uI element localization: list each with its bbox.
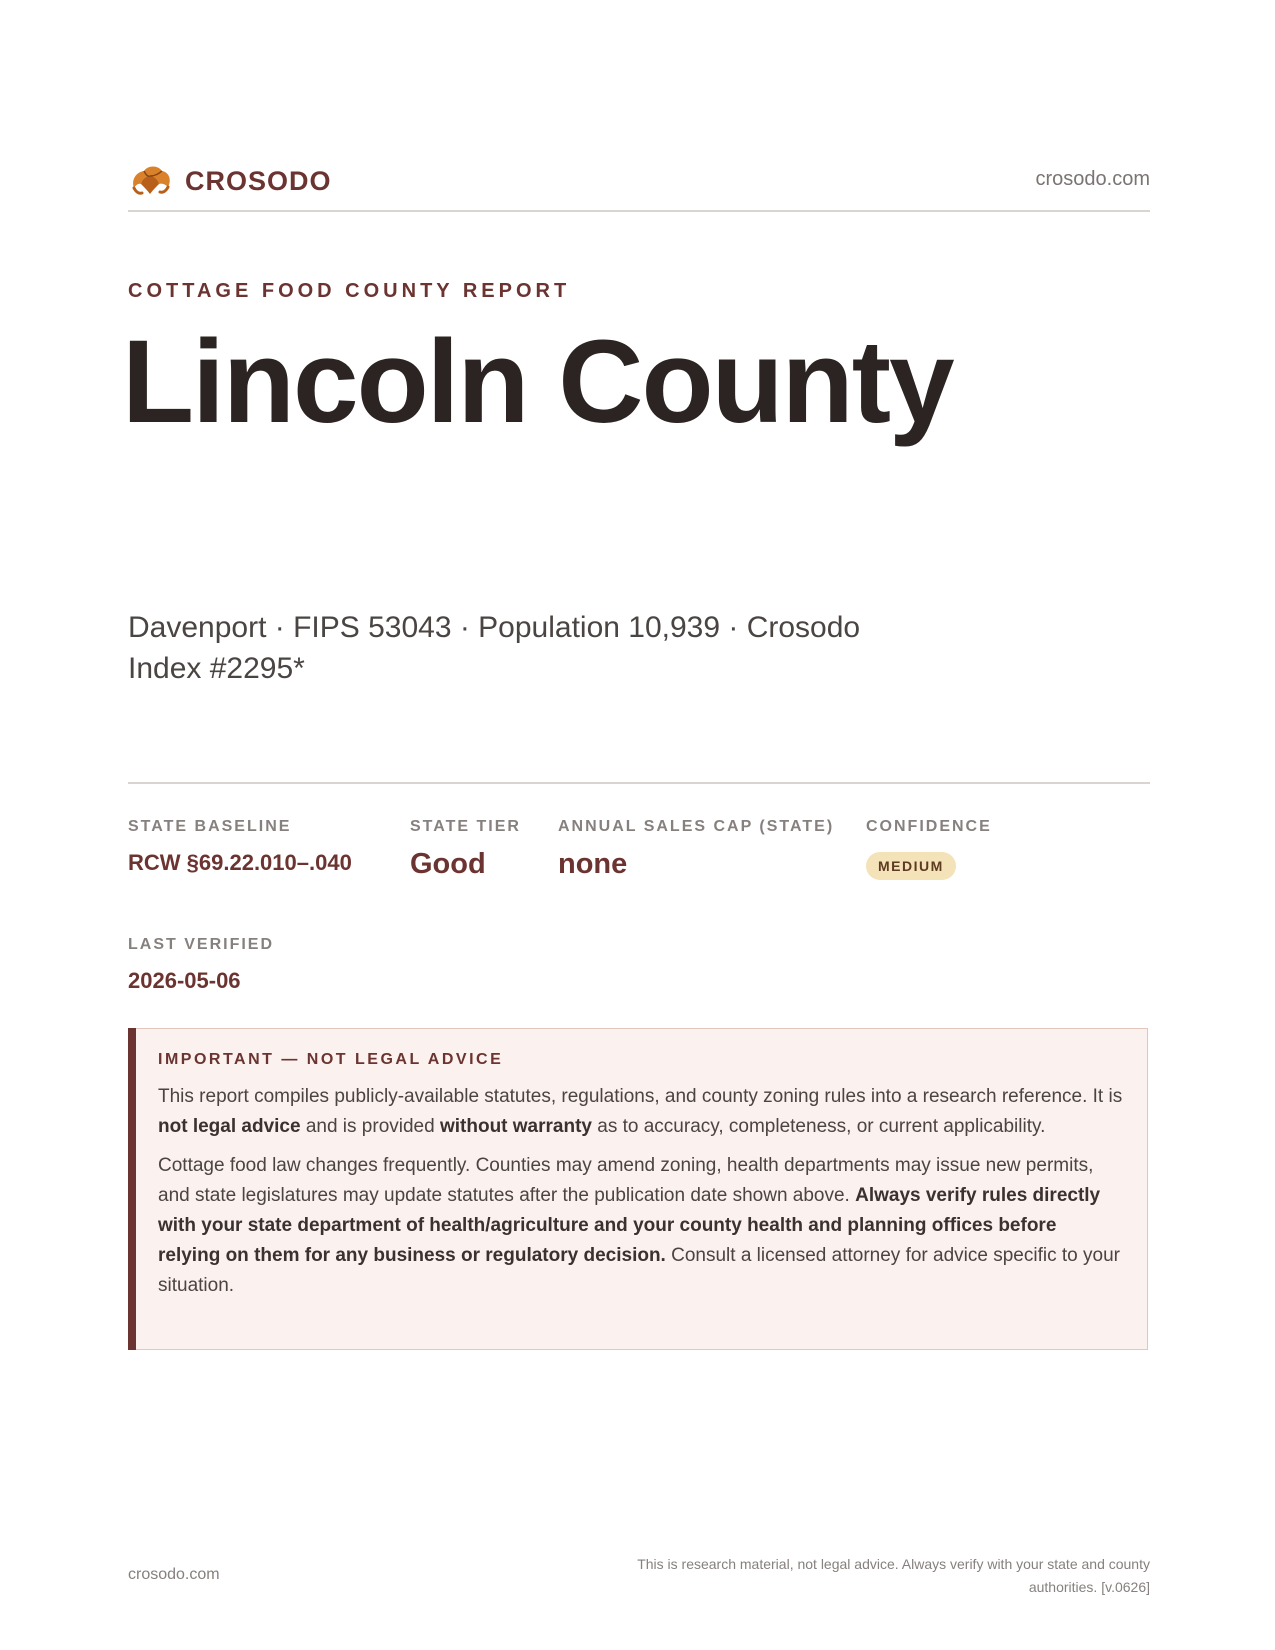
- footer-site-link[interactable]: crosodo.com: [128, 1566, 220, 1583]
- confidence-badge: MEDIUM: [866, 852, 956, 880]
- footer-disclaimer: This is research material, not legal advice. Always verify with your state and county authorities. [v.0626]: [637, 1556, 1150, 1595]
- stat-label: STATE TIER: [410, 818, 521, 835]
- header-divider: [128, 210, 1150, 212]
- brand-name: CROSODO: [185, 166, 332, 196]
- stat-label: ANNUAL SALES CAP (STATE): [558, 818, 835, 835]
- report-kicker: COTTAGE FOOD COUNTY REPORT: [128, 280, 571, 302]
- stat-value: RCW §69.22.010–.040: [128, 850, 352, 875]
- stat-label: LAST VERIFIED: [128, 936, 275, 953]
- page-header: [128, 158, 1150, 210]
- stat-label: STATE BASELINE: [128, 818, 292, 835]
- notice-paragraph-2: Cottage food law changes frequently. Counties may amend zoning, health departments may issue new permits, and state legislatures may update statutes after the publication date shown above. Always verify rules directly with your state department of health/agriculture and your county health and planning offices before relying on them for any business or regulatory decision. Consult a licensed attorney for advice specific to your situation.: [158, 1155, 1120, 1296]
- report-page: [122, 0, 1150, 1650]
- stat-value: none: [558, 848, 628, 880]
- stat-last-verified: [128, 936, 274, 994]
- notice-paragraph-1: This report compiles publicly-available statutes, regulations, and county zoning rules into a research reference. It is not legal advice and is provided without warranty as to accuracy, completeness, or current applicability.: [158, 1086, 1123, 1137]
- site-link[interactable]: crosodo.com: [1035, 168, 1150, 190]
- stat-state-tier: [410, 818, 521, 881]
- stat-confidence: [866, 818, 992, 880]
- section-divider: [128, 782, 1150, 784]
- croissant-icon: [128, 160, 172, 200]
- stat-sales-cap: [558, 818, 834, 881]
- stat-value: 2026-05-06: [128, 968, 241, 993]
- stat-state-baseline: [128, 818, 352, 876]
- page-title: Lincoln County: [122, 316, 953, 448]
- report-subtitle: Davenport · FIPS 53043 · Population 10,939 · Crosodo Index #2295*: [128, 611, 861, 685]
- notice-title: IMPORTANT — NOT LEGAL ADVICE: [158, 1051, 504, 1068]
- legal-notice: [128, 1028, 1148, 1350]
- stat-label: CONFIDENCE: [866, 818, 992, 835]
- notice-accent-bar: [128, 1028, 136, 1350]
- stat-value: Good: [410, 848, 486, 880]
